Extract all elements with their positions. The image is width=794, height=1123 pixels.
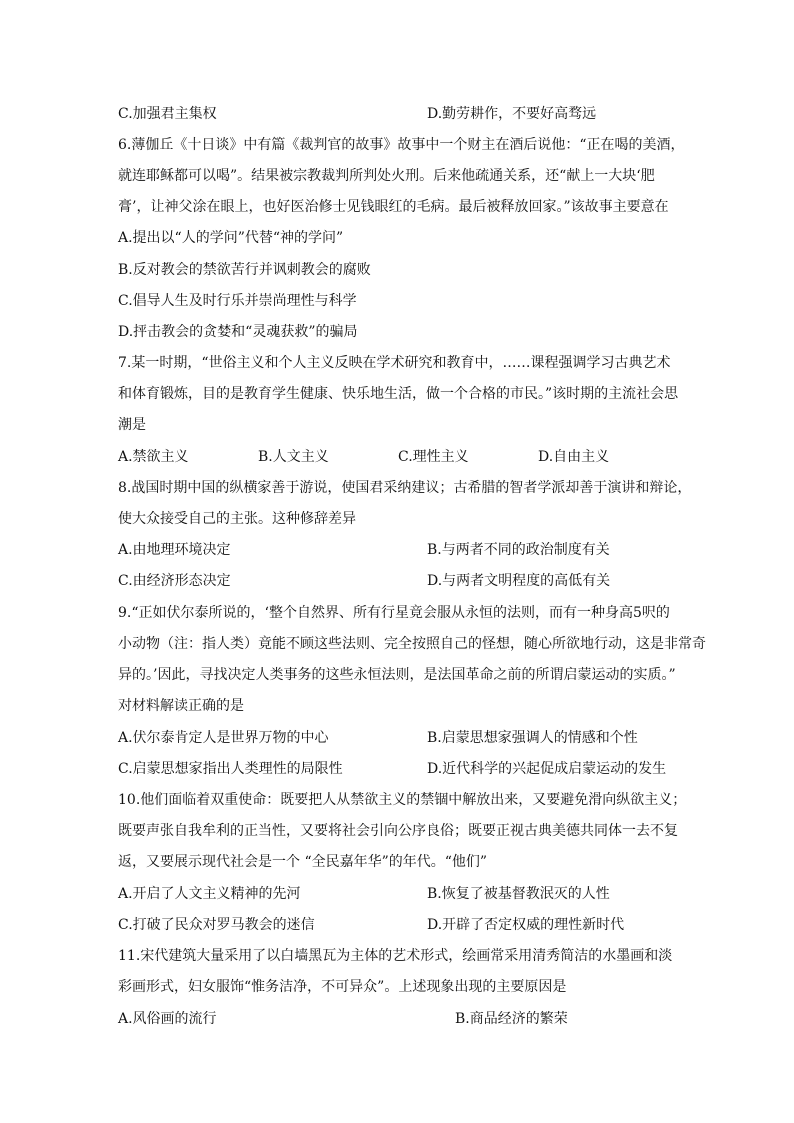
q9-option-a: A.伏尔泰肯定人是世界万物的中心 — [118, 730, 329, 746]
q11-stem-line-2: 彩画形式，妇女服饰“惟务洁净，不可异众”。上述现象出现的主要原因是 — [118, 979, 567, 995]
q6-stem-line-3: 膏’，让神父涂在眼上，也好医治修士见钱眼红的毛病。最后被释放回家。”该故事主要意在 — [118, 199, 669, 215]
q6-option-a: A.提出以“人的学问”代替“神的学问” — [118, 230, 344, 246]
q9-option-c: C.启蒙思想家指出人类理性的局限性 — [118, 761, 343, 777]
q8-option-d: D.与两者文明程度的高低有关 — [427, 573, 611, 589]
q7-stem-line-1: 7.某一时期，“世俗主义和个人主义反映在学术研究和教育中，……课程强调学习古典艺术 — [118, 355, 671, 371]
q10-option-b: B.恢复了被基督教泯灭的人性 — [427, 886, 610, 902]
q6-stem-line-2: 就连耶稣都可以喝”。结果被宗教裁判所判处火刑。后来他疏通关系，还“献上一大块‘肥 — [118, 168, 655, 184]
q7-stem-line-3: 潮是 — [118, 417, 146, 433]
q9-option-d: D.近代科学的兴起促成启蒙运动的发生 — [427, 761, 667, 777]
q11-option-a: A.风俗画的流行 — [118, 1011, 217, 1027]
q9-stem-line-4: 对材料解读正确的是 — [118, 698, 244, 714]
q6-option-c: C.倡导人生及时行乐并崇尚理性与科学 — [118, 293, 357, 309]
q8-stem-line-1: 8.战国时期中国的纵横家善于游说，使国君采纳建议；古希腊的智者学派却善于演讲和辩论， — [118, 480, 692, 496]
q10-stem-line-3: 返，又要展示现代社会是一个 “全民嘉年华”的年代。“他们” — [118, 854, 488, 870]
q7-option-d: D.自由主义 — [538, 449, 610, 465]
q7-option-b: B.人文主义 — [258, 449, 329, 465]
q11-stem-line-1: 11.宋代建筑大量采用了以白墙黑瓦为主体的艺术形式，绘画常采用清秀简洁的水墨画和淡 — [118, 948, 673, 964]
q7-option-a: A.禁欲主义 — [118, 449, 189, 465]
q5-option-d: D.勤劳耕作，不要好高骛远 — [427, 106, 597, 122]
q9-stem-line-1: 9.“正如伏尔泰所说的，‘整个自然界、所有行星竟会服从永恒的法则，而有一种身高5呎的 — [118, 605, 670, 621]
q10-option-c: C.打破了民众对罗马教会的迷信 — [118, 917, 315, 933]
q10-option-a: A.开启了人文主义精神的先河 — [118, 886, 301, 902]
q6-option-d: D.抨击教会的贪婪和“灵魂获救”的骗局 — [118, 324, 358, 340]
q8-option-b: B.与两者不同的政治制度有关 — [427, 542, 610, 558]
q8-option-c: C.由经济形态决定 — [118, 573, 231, 589]
q10-stem-line-2: 既要声张自我牟利的正当性，又要将社会引向公序良俗；既要正视古典美德共同体一去不复 — [118, 823, 678, 839]
q7-option-c: C.理性主义 — [398, 449, 469, 465]
q6-option-b: B.反对教会的禁欲苦行并讽刺教会的腐败 — [118, 262, 371, 278]
q9-stem-line-2: 小动物（注：指人类）竟能不顾这些法则、完全按照自己的怪想，随心所欲地行动，这是非常奇 — [118, 636, 706, 652]
q10-stem-line-1: 10.他们面临着双重使命：既要把人从禁欲主义的禁锢中解放出来，又要避免滑向纵欲主义； — [118, 792, 687, 808]
q6-stem-line-1: 6.薄伽丘《十日谈》中有篇《裁判官的故事》故事中一个财主在酒后说他：“正在喝的美酒， — [118, 137, 685, 153]
q7-stem-line-2: 和体育锻炼，目的是教育学生健康、快乐地生活，做一个合格的市民。”该时期的主流社会思 — [118, 386, 679, 402]
q8-stem-line-2: 使大众接受自己的主张。这种修辞差异 — [118, 511, 356, 527]
q9-option-b: B.启蒙思想家强调人的情感和个性 — [427, 730, 638, 746]
q5-option-c: C.加强君主集权 — [118, 106, 217, 122]
q11-option-b: B.商品经济的繁荣 — [455, 1011, 568, 1027]
q9-stem-line-3: 异的。’因此，寻找决定人类事务的这些永恒法则，是法国革命之前的所谓启蒙运动的实质。” — [118, 667, 676, 683]
q10-option-d: D.开辟了否定权威的理性新时代 — [427, 917, 625, 933]
q8-option-a: A.由地理环境决定 — [118, 542, 231, 558]
